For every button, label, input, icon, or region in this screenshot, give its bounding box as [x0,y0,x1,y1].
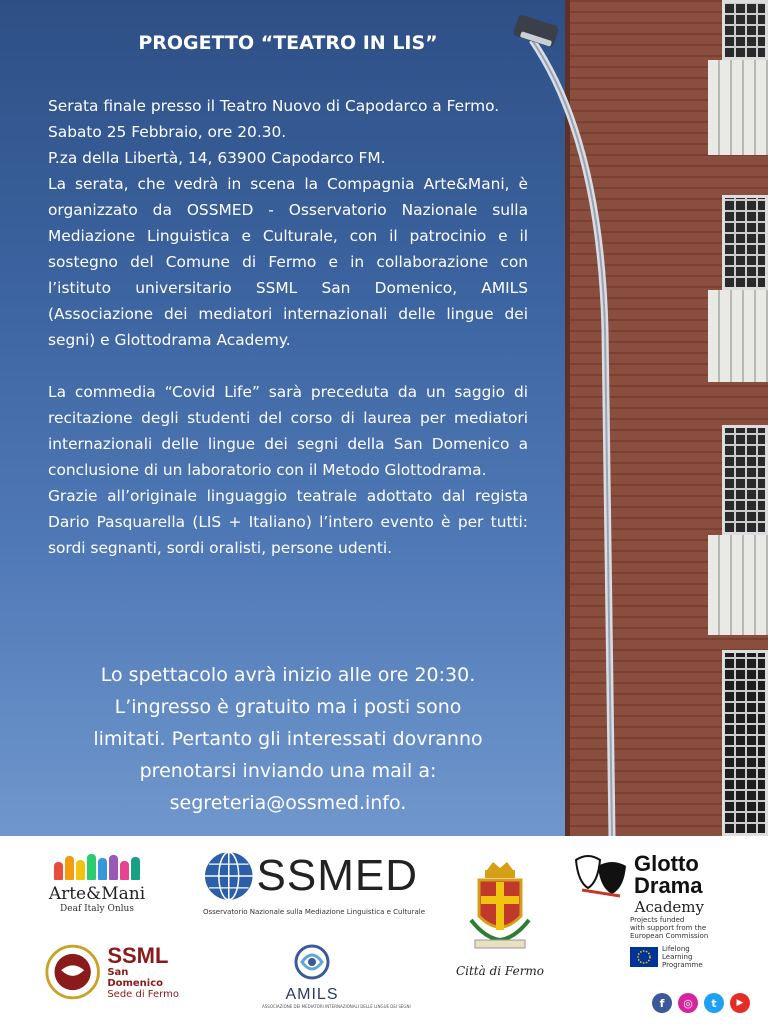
funded-note: with support from the [630,924,707,932]
facebook-icon[interactable]: f [652,993,672,1013]
drama-word: Drama [634,873,703,898]
ssml-subtitle: San Domenico [107,966,164,989]
ssml-emblem-icon [44,942,101,1002]
social-links [652,993,750,1013]
contact-email[interactable]: segreteria@ossmed.info. [169,792,407,814]
youtube-icon[interactable]: ▶ [730,993,750,1013]
booking-line: prenotarsi inviando una mail a: [139,760,437,782]
ssml-logo [44,942,184,1002]
paragraph-gap [48,353,528,379]
arte-mani-name: Arte&Mani [48,884,146,904]
language-paragraph: Grazie all’originale linguaggio teatrale adottato dal regista Dario Pasquarella (LIS + Italiano) l’intero evento è per tutti: sordi segnanti, sordi oralisti, persone udenti. [48,487,528,557]
amils-subtitle: ASSOCIAZIONE DEI MEDIATORI INTERNAZIONALI DELLE LINGUE DEI SEGNI [262,1004,411,1009]
glottodrama-logo [572,852,712,969]
sponsor-footer [0,836,768,1024]
closing-info [48,659,528,819]
amils-name: AMILS [285,986,339,1003]
ossmed-name: SSMED [256,851,418,900]
llp-note: Programme [662,961,703,969]
hands-icon [38,854,156,880]
globe-icon [203,850,255,902]
comedy-paragraph: La commedia “Covid Life” sarà preceduta da un saggio di recitazione degli studenti del corso di laurea per mediatori internazionali delle lingue dei segni della San Domenico a conclusione di un laboratorio con il Metodo Glottodrama. [48,383,528,479]
amils-logo [262,942,411,1009]
funded-note: Projects funded [630,916,685,924]
start-time-line: Lo spettacolo avrà inizio alle ore 20:30. [100,664,476,686]
venue-paragraph: Serata finale presso il Teatro Nuovo di Capodarco a Fermo. Sabato 25 Febbraio, ore 20.30. [48,97,500,141]
arte-mani-subtitle: Deaf Italy Onlus [60,904,134,914]
eu-flag-icon [630,947,658,967]
limited-seats-line: limitati. Pertanto gli interessati dovranno [93,728,483,750]
theatre-masks-icon [572,852,630,898]
coat-of-arms-icon [465,860,535,956]
ssml-location: Sede di Fermo [107,988,179,1000]
llp-note: Lifelong [662,945,690,953]
ssml-name: SSML [107,942,169,968]
glotto-word: Glotto [634,851,699,876]
instagram-icon[interactable]: ◎ [678,993,698,1013]
event-description [48,93,528,561]
poster-title: PROGETTO “TEATRO IN LIS” [138,32,438,54]
fermo-name: Città di Fermo [455,964,545,978]
ossmed-subtitle: Osservatorio Nazionale sulla Mediazione Linguistica e Culturale [203,908,425,916]
arte-mani-logo [38,854,156,914]
amils-hand-icon [290,942,334,982]
organizers-paragraph: La serata, che vedrà in scena la Compagnia Arte&Mani, è organizzato da OSSMED - Osservatorio Nazionale sulla Mediazione Linguistica e Culturale, con il patrocinio e il sostegno del Comune di Fermo e in collaborazione con l’istituto universitario SSML San Domenico, AMILS (Associazione dei mediatori internazionali delle lingue dei segni) e Glottodrama Academy. [48,175,528,349]
academy-word: Academy [634,898,704,916]
entry-line: L’ingresso è gratuito ma i posti sono [114,696,462,718]
llp-note: Learning [662,953,693,961]
funded-note: European Commission [630,932,709,940]
ossmed-logo [203,850,425,916]
address-paragraph: P.za della Libertà, 14, 63900 Capodarco FM. [48,149,386,167]
twitter-icon[interactable]: t [704,993,724,1013]
fermo-logo [452,860,548,978]
